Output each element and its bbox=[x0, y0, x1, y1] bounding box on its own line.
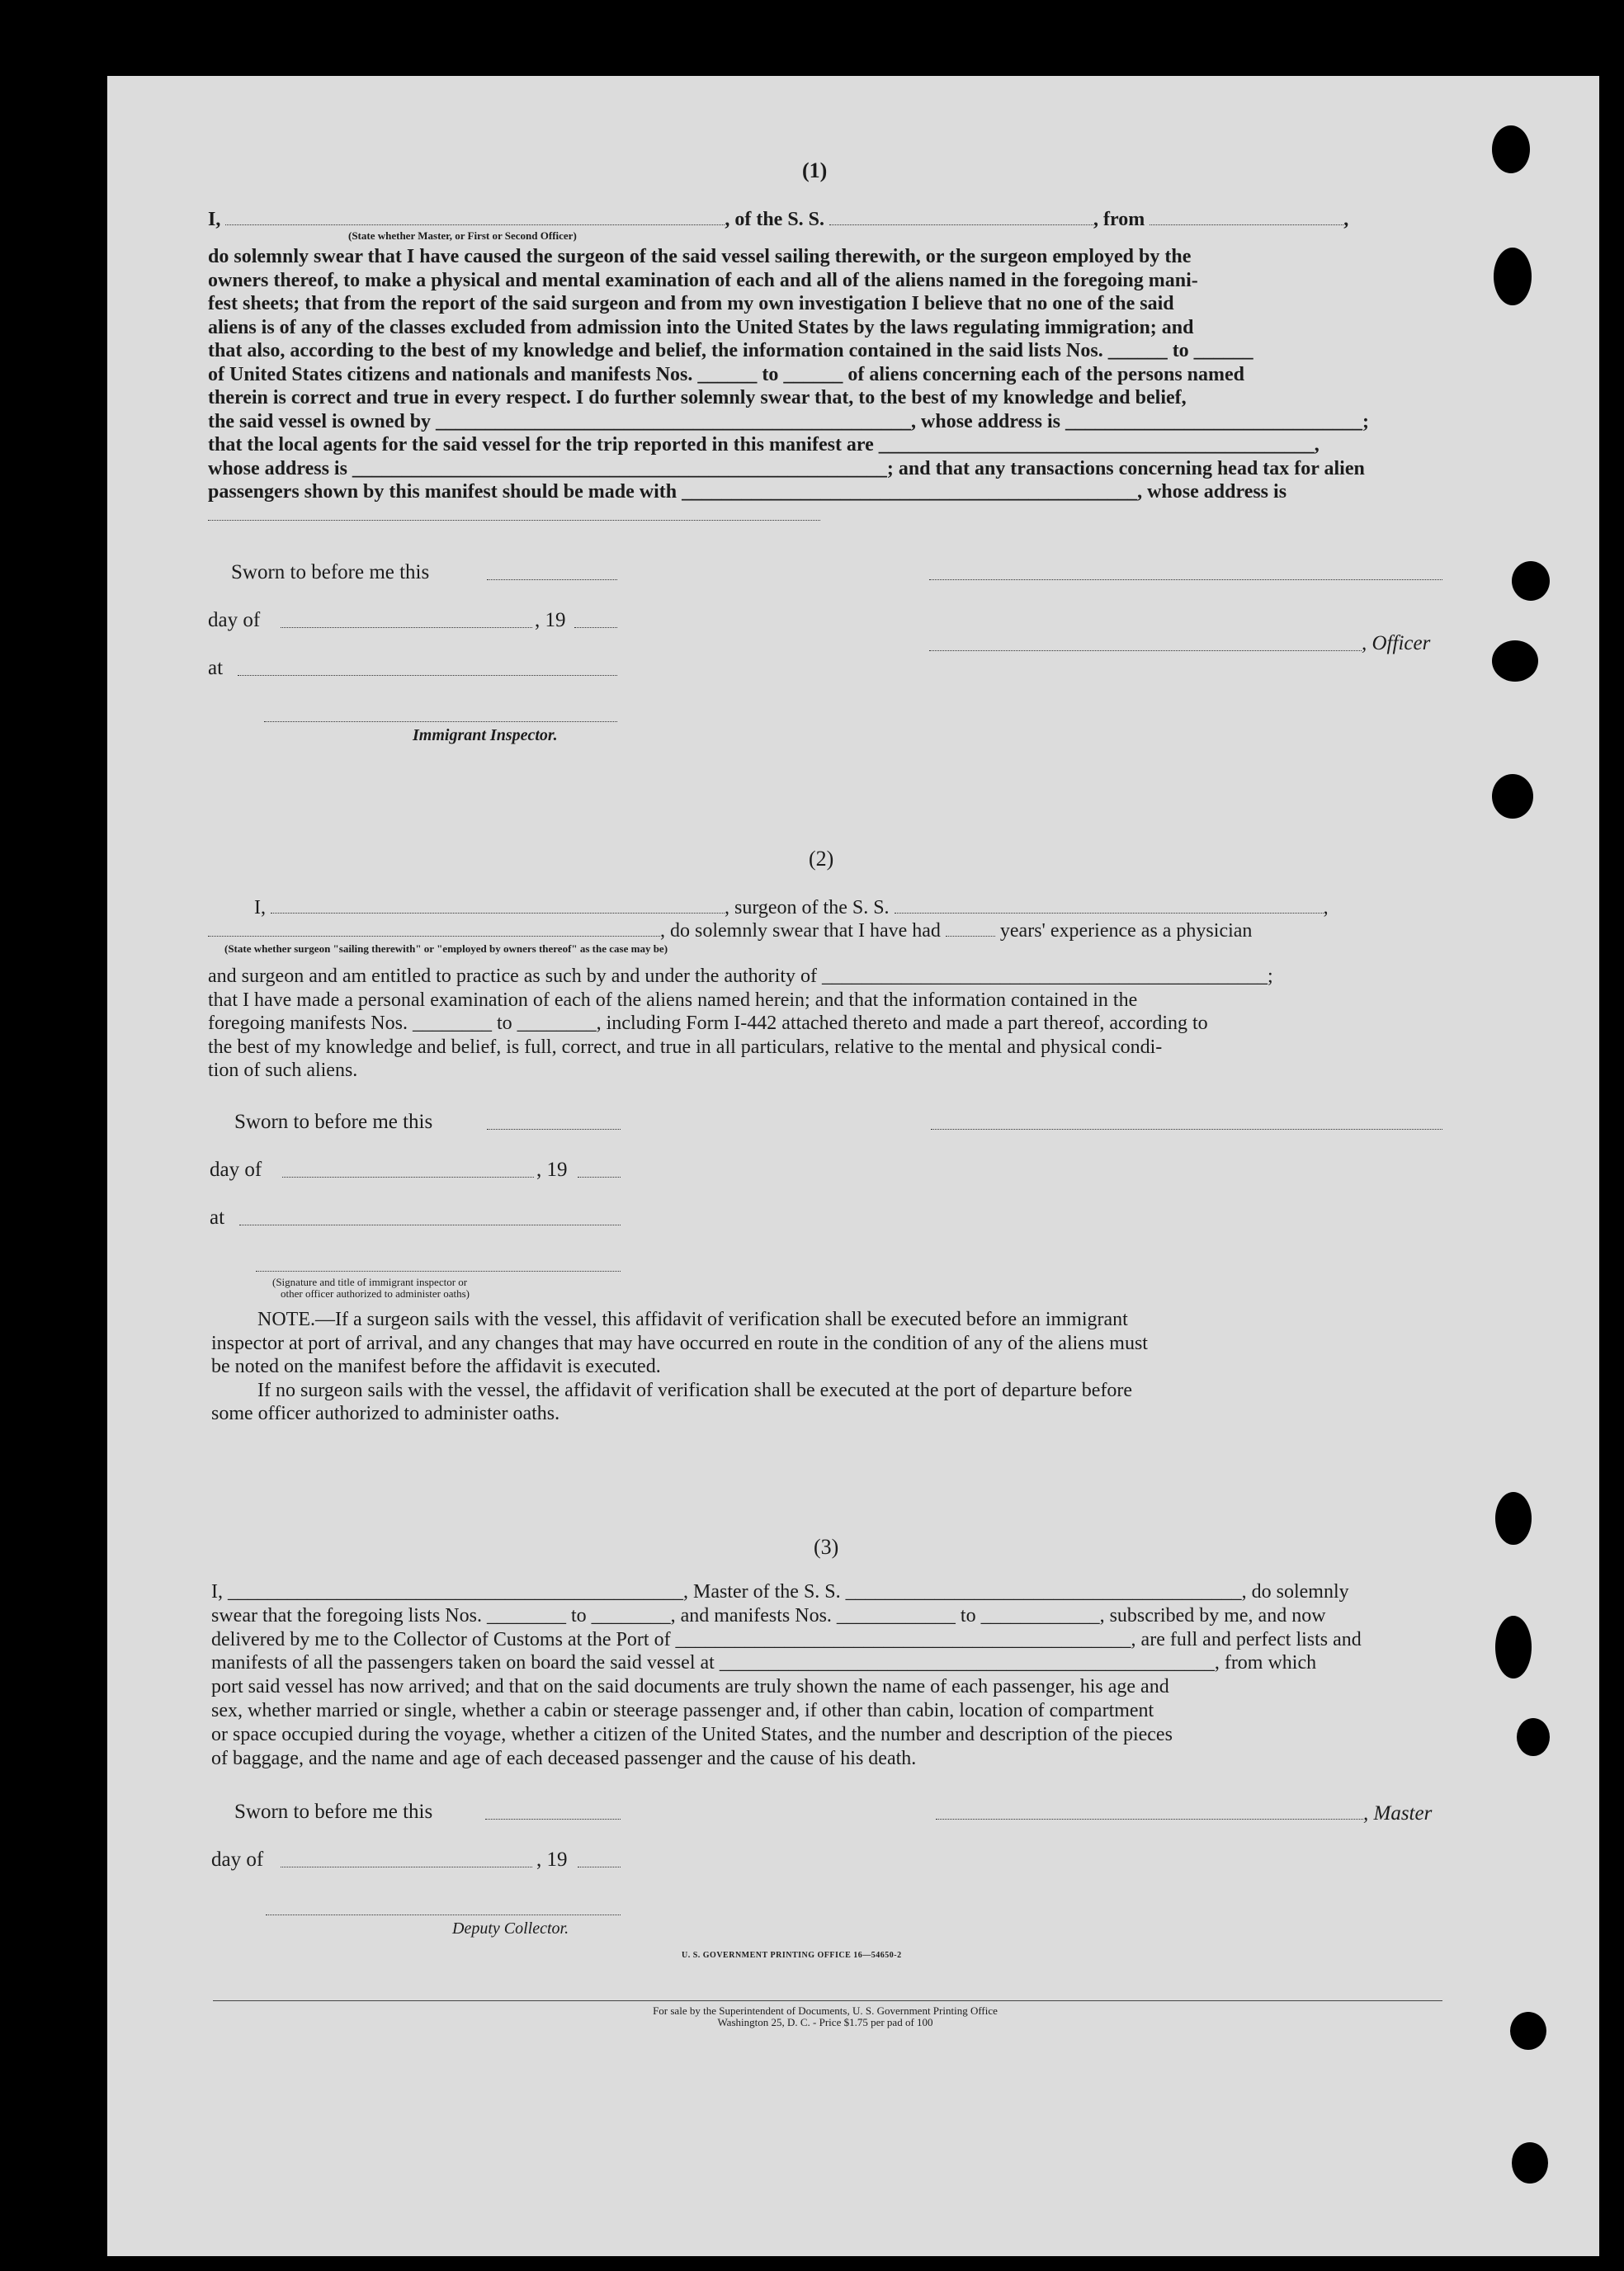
sworn-date-field-3[interactable] bbox=[485, 1819, 621, 1820]
deputy-collector-label: Deputy Collector. bbox=[452, 1919, 569, 1938]
sale-line-2: Washington 25, D. C. - Price $1.75 per pad of 100 bbox=[717, 2016, 933, 2028]
text-line: If no surgeon sails with the vessel, the affidavit of verification shall be executed at the port of departure before bbox=[257, 1379, 1133, 1401]
text-line: I, ______________________________________________, Master of the S. S. ________________________________________, do solemnly bbox=[211, 1581, 1349, 1603]
officer-signature-line-2[interactable] bbox=[929, 650, 1362, 651]
text-line: that I have made a personal examination of each of the aliens named herein; and that the information contained in the bbox=[208, 989, 1138, 1011]
sworn-label-3: Sworn to before me this bbox=[234, 1801, 433, 1823]
binder-hole bbox=[1495, 1616, 1532, 1678]
section-1-number: (1) bbox=[802, 158, 828, 182]
text-line: of baggage, and the name and age of each deceased passenger and the cause of his death. bbox=[211, 1747, 917, 1769]
binder-hole bbox=[1512, 2142, 1548, 2184]
day-of-field-2[interactable] bbox=[282, 1177, 534, 1178]
master-label: , Master bbox=[1363, 1802, 1433, 1825]
text-line: tion of such aliens. bbox=[208, 1060, 358, 1081]
printing-office-line: U. S. GOVERNMENT PRINTING OFFICE 16—54650-2 bbox=[682, 1951, 902, 1960]
sworn-label-1: Sworn to before me this bbox=[231, 561, 430, 583]
text-line: therein is correct and true in every respect. I do further solemnly swear that, to the best of my knowledge and belief, bbox=[208, 387, 1187, 408]
surgeon-status-field[interactable] bbox=[208, 921, 660, 937]
signature-note-2: other officer authorized to administer oaths) bbox=[281, 1287, 470, 1300]
address-continuation-line[interactable] bbox=[208, 520, 820, 521]
text-line: foregoing manifests Nos. ________ to ________, including Form I-442 attached thereto and made a part thereof, according to bbox=[208, 1013, 1208, 1034]
officer-note: (State whether Master, or First or Second Officer) bbox=[348, 229, 577, 242]
text-line: owners thereof, to make a physical and mental examination of each and all of the aliens named in the foregoing mani- bbox=[208, 269, 1198, 291]
surgeon-signature-line[interactable] bbox=[931, 1129, 1442, 1130]
section-2-number: (2) bbox=[809, 847, 834, 871]
text-line: delivered by me to the Collector of Customs at the Port of ______________________________________________, are full and perfect lists and bbox=[211, 1628, 1362, 1650]
at-label-2: at bbox=[210, 1206, 225, 1229]
text-line: passengers shown by this manifest should be made with ______________________________________________, whose address is bbox=[208, 481, 1287, 503]
text-line: be noted on the manifest before the affidavit is executed. bbox=[211, 1356, 661, 1377]
footer-rule bbox=[213, 2000, 1442, 2001]
binder-hole bbox=[1494, 248, 1532, 305]
text-line: manifests of all the passengers taken on board the said vessel at __________________________________________________, from which bbox=[211, 1652, 1317, 1674]
officer-signature-line-1[interactable] bbox=[929, 579, 1442, 580]
at-field-1[interactable] bbox=[238, 675, 617, 676]
surgeon-name-field[interactable] bbox=[271, 898, 725, 914]
sworn-label-2: Sworn to before me this bbox=[234, 1111, 433, 1133]
departure-port-field[interactable] bbox=[1150, 210, 1343, 225]
text-line: some officer authorized to administer oaths. bbox=[211, 1403, 560, 1424]
text-line: or space occupied during the voyage, whether a citizen of the United States, and the number and description of the pieces bbox=[211, 1723, 1173, 1745]
inspector-signature-line-2[interactable] bbox=[256, 1271, 621, 1272]
year-field-2[interactable] bbox=[578, 1177, 621, 1178]
year-field-1[interactable] bbox=[574, 627, 617, 628]
binder-hole bbox=[1492, 640, 1538, 682]
binder-hole bbox=[1512, 561, 1550, 601]
vessel-name-field[interactable] bbox=[829, 210, 1093, 225]
officer-label: , Officer bbox=[1362, 632, 1431, 654]
day-of-label-2: day of bbox=[210, 1159, 262, 1181]
text-line: inspector at port of arrival, and any changes that may have occurred en route in the condition of any of the aliens must bbox=[211, 1332, 1148, 1354]
binder-hole bbox=[1492, 125, 1530, 173]
text-line: that also, according to the best of my knowledge and belief, the information contained in the said lists Nos. ______ to ______ bbox=[208, 340, 1253, 361]
section-1-line-1: I, , of the S. S. , from , bbox=[208, 209, 1349, 230]
text-line: aliens is of any of the classes excluded from admission into the United States by the laws regulating immigration; and bbox=[208, 316, 1194, 338]
officer-name-field[interactable] bbox=[225, 210, 725, 225]
surgeon-vessel-field[interactable] bbox=[895, 898, 1324, 914]
sworn-date-field-2[interactable] bbox=[487, 1129, 621, 1130]
text-line: port said vessel has now arrived; and that on the said documents are truly shown the name of each passenger, his age and bbox=[211, 1676, 1169, 1698]
text-line: NOTE.—If a surgeon sails with the vessel, this affidavit of verification shall be executed before an immigrant bbox=[257, 1309, 1128, 1330]
text-line: the said vessel is owned by ________________________________________________, whose address is ______________________________; bbox=[208, 410, 1369, 432]
text-line: swear that the foregoing lists Nos. ________ to ________, and manifests Nos. ____________ to ____________, subscribed by me, and now bbox=[211, 1604, 1326, 1627]
day-of-label-1: day of bbox=[208, 609, 261, 631]
text-line: sex, whether married or single, whether a cabin or steerage passenger and, if other than cabin, location of compartment bbox=[211, 1700, 1154, 1721]
section-3-number: (3) bbox=[814, 1535, 839, 1559]
section-2-line-1: I, , surgeon of the S. S. , bbox=[254, 897, 1329, 918]
inspector-signature-line[interactable] bbox=[264, 721, 617, 722]
year-label-3: , 19 bbox=[536, 1848, 568, 1871]
master-signature-line[interactable] bbox=[936, 1819, 1363, 1820]
text-line: do solemnly swear that I have caused the surgeon of the said vessel sailing therewith, or the surgeon employed by the bbox=[208, 246, 1192, 267]
binder-hole bbox=[1495, 1492, 1532, 1545]
binder-hole bbox=[1517, 1718, 1550, 1756]
at-label-1: at bbox=[208, 657, 224, 679]
year-label-1: , 19 bbox=[535, 609, 566, 631]
immigrant-inspector-label: Immigrant Inspector. bbox=[413, 726, 558, 744]
text-line: whose address is ______________________________________________________; and that any transactions concerning head tax for alien bbox=[208, 457, 1365, 479]
day-of-label-3: day of bbox=[211, 1848, 264, 1871]
text-line: and surgeon and am entitled to practice as such by and under the authority of _____________________________________________; bbox=[208, 966, 1273, 987]
section-2-line-2: , do solemnly swear that I have had years' experience as a physician bbox=[208, 919, 1446, 942]
sworn-date-field-1[interactable] bbox=[487, 579, 617, 580]
signature-note-1: (Signature and title of immigrant inspector or bbox=[272, 1276, 468, 1288]
text-line: the best of my knowledge and belief, is full, correct, and true in all particulars, relative to the mental and physical condi- bbox=[208, 1036, 1163, 1058]
text-line: of United States citizens and nationals and manifests Nos. ______ to ______ of aliens concerning each of the persons named bbox=[208, 363, 1245, 385]
year-label-2: , 19 bbox=[536, 1159, 568, 1181]
surgeon-note: (State whether surgeon "sailing therewith" or "employed by owners thereof" as the case may be) bbox=[224, 942, 668, 955]
sale-line-1: For sale by the Superintendent of Documents, U. S. Government Printing Office bbox=[653, 2004, 998, 2017]
text-line: that the local agents for the said vessel for the trip reported in this manifest are ____________________________________________, bbox=[208, 434, 1320, 456]
years-experience-field[interactable] bbox=[946, 921, 995, 937]
binder-hole bbox=[1510, 2012, 1546, 2050]
day-of-field-1[interactable] bbox=[281, 627, 532, 628]
text-line: fest sheets; that from the report of the said surgeon and from my own investigation I believe that no one of the said bbox=[208, 293, 1174, 314]
binder-hole bbox=[1492, 774, 1533, 819]
